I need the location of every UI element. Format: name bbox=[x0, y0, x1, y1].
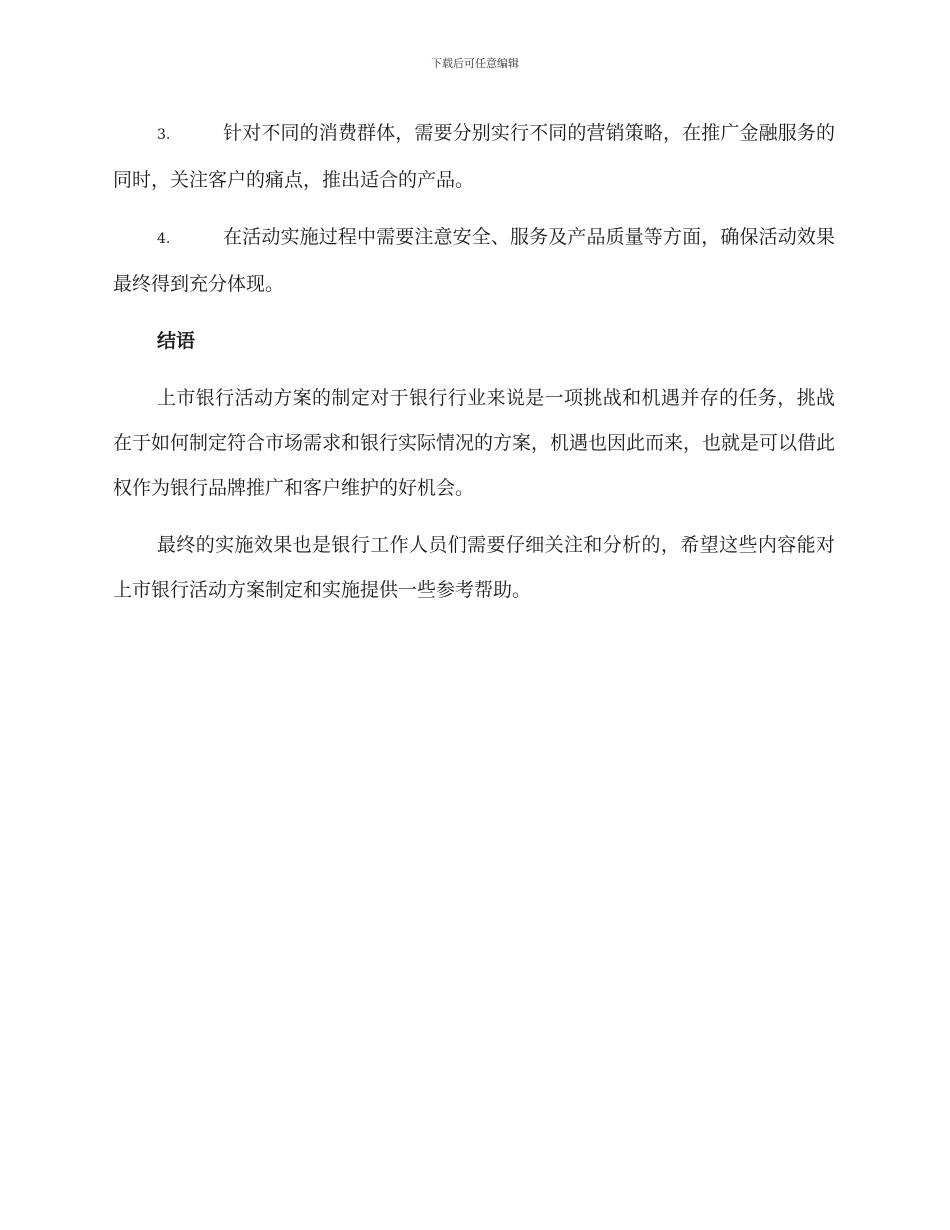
item-text: 在活动实施过程中需要注意安全、服务及产品质量等方面，确保活动效果最终得到充分体现。 bbox=[113, 226, 835, 295]
page-header: 下载后可任意编辑 bbox=[431, 57, 519, 70]
document-body bbox=[113, 111, 835, 625]
numbered-item-3 bbox=[113, 111, 835, 203]
numbered-item-4 bbox=[113, 215, 835, 307]
item-number: 4. bbox=[157, 231, 171, 247]
item-text: 针对不同的消费群体，需要分别实行不同的营销策略，在推广金融服务的同时，关注客户的痛点，推出适合的产品。 bbox=[113, 122, 835, 191]
conclusion-paragraph-1: 上市银行活动方案的制定对于银行行业来说是一项挑战和机遇并存的任务，挑战在于如何制定符合市场需求和银行实际情况的方案，机遇也因此而来，也就是可以借此权作为银行品牌推广和客户维护的好机会。 bbox=[113, 387, 836, 499]
section-heading: 结语 bbox=[157, 330, 196, 352]
conclusion-paragraph-2: 最终的实施效果也是银行工作人员们需要仔细关注和分析的，希望这些内容能对上市银行活动方案制定和实施提供一些参考帮助。 bbox=[113, 534, 835, 601]
item-number: 3. bbox=[157, 127, 171, 143]
